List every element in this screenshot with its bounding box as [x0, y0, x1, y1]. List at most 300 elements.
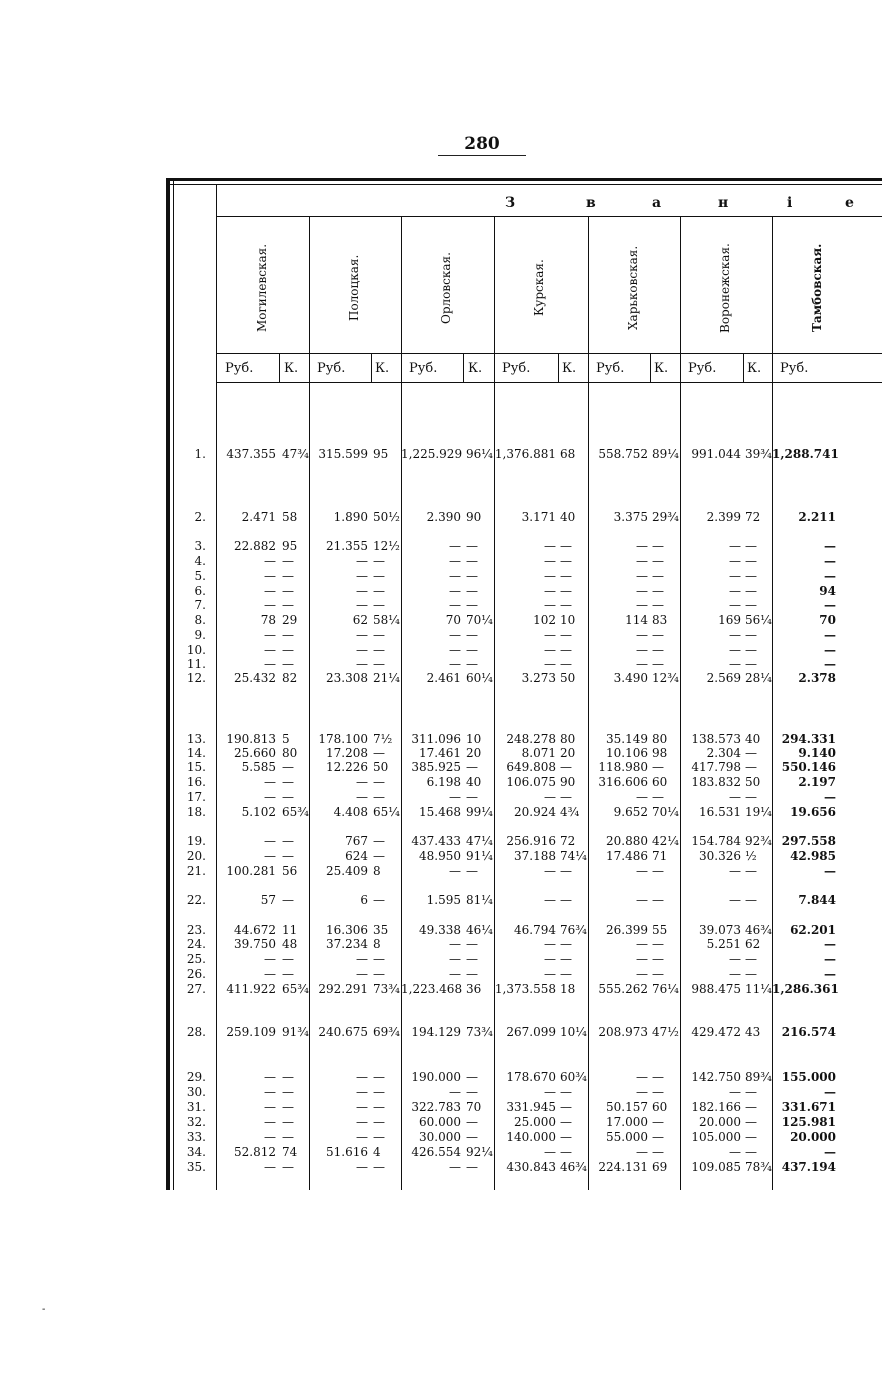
cell-rub: 20.000 — [699, 1115, 741, 1129]
cell-kop: — — [560, 569, 572, 583]
cell-kop: — — [560, 937, 572, 951]
cell-rub: 2.471 — [241, 510, 276, 524]
cell-rub: — — [636, 967, 648, 981]
page-number: 280 — [464, 134, 500, 154]
row-number: 15. — [186, 760, 206, 774]
cell-kop: — — [560, 1100, 572, 1114]
cell-rub: — — [264, 1115, 276, 1129]
cell-kop: — — [652, 598, 664, 612]
row-number: 31. — [186, 1100, 206, 1114]
cell-kop: 70 — [466, 1100, 482, 1114]
row-number: 30. — [186, 1085, 206, 1099]
cell-kop: 92¾ — [745, 834, 772, 848]
cell-rub: 9.140 — [798, 746, 836, 760]
cell-kop: 40 — [560, 510, 576, 524]
cell-kop: — — [745, 584, 757, 598]
cell-rub: — — [636, 598, 648, 612]
row-number: 3. — [194, 539, 206, 553]
cell-kop: ½ — [745, 849, 757, 863]
cell-kop: 80 — [282, 746, 298, 760]
cell-kop: — — [652, 584, 664, 598]
cell-kop: — — [466, 1115, 478, 1129]
cell-rub: 12.226 — [326, 760, 368, 774]
cell-rub: 21.355 — [326, 539, 368, 553]
cell-kop: — — [652, 864, 664, 878]
cell-kop: 8 — [373, 937, 381, 951]
cell-rub: — — [356, 790, 368, 804]
cell-rub: 140.000 — [506, 1130, 556, 1144]
cell-rub: — — [729, 864, 741, 878]
cell-kop: 92¼ — [466, 1145, 493, 1159]
cell-rub: 26.399 — [606, 923, 648, 937]
cell-kop: 60¾ — [560, 1070, 587, 1084]
cell-rub: — — [449, 937, 461, 951]
title-underline — [216, 216, 882, 217]
kopeck-divider — [558, 353, 559, 382]
cell-rub: 35.149 — [606, 732, 648, 746]
cell-rub: — — [264, 1085, 276, 1099]
column-name: Курская. — [532, 259, 546, 317]
cell-kop: — — [745, 760, 757, 774]
cell-rub: 2.569 — [706, 671, 741, 685]
cell-rub: 1.890 — [333, 510, 368, 524]
rub-unit: Руб. — [688, 361, 717, 376]
cell-rub: 94 — [819, 584, 836, 598]
cell-kop: 73¾ — [373, 982, 400, 996]
cell-kop: 42¼ — [652, 834, 679, 848]
cell-kop: 99¼ — [466, 805, 493, 819]
row-number: 21. — [186, 864, 206, 878]
cell-rub: — — [449, 628, 461, 642]
column-border — [772, 216, 773, 1190]
cell-rub: 297.558 — [781, 834, 836, 848]
cell-kop: — — [466, 967, 478, 981]
cell-rub: 22.882 — [234, 539, 276, 553]
stray-mark: - — [42, 1304, 46, 1315]
cell-rub: — — [636, 657, 648, 671]
cell-rub: 430.843 — [506, 1160, 556, 1174]
cell-rub: — — [729, 598, 741, 612]
cell-rub: 70 — [819, 613, 836, 627]
cell-rub: — — [449, 1160, 461, 1174]
cell-rub: 5.585 — [241, 760, 276, 774]
cell-kop: — — [282, 790, 294, 804]
cell-kop: 90 — [560, 775, 576, 789]
cell-rub: 417.798 — [691, 760, 741, 774]
cell-rub: — — [356, 1115, 368, 1129]
cell-rub: 240.675 — [318, 1025, 368, 1039]
cell-rub: — — [544, 628, 556, 642]
top-inner-border — [166, 184, 882, 185]
cell-kop: — — [282, 1115, 294, 1129]
cell-rub: 190.000 — [411, 1070, 461, 1084]
cell-kop: — — [282, 834, 294, 848]
cell-kop: — — [282, 569, 294, 583]
cell-kop: 89¾ — [745, 1070, 772, 1084]
cell-kop: 28¼ — [745, 671, 772, 685]
cell-kop: 47¾ — [282, 447, 309, 461]
cell-kop: — — [560, 598, 572, 612]
cell-kop: — — [373, 893, 385, 907]
cell-rub: 2.304 — [706, 746, 741, 760]
cell-kop: — — [466, 554, 478, 568]
cell-kop: 47½ — [652, 1025, 679, 1039]
row-number: 12. — [186, 671, 206, 685]
cell-rub: 194.129 — [411, 1025, 461, 1039]
cell-rub: — — [824, 657, 836, 671]
cell-kop: — — [745, 1085, 757, 1099]
cell-rub: — — [356, 952, 368, 966]
cell-kop: — — [745, 598, 757, 612]
cell-rub: — — [356, 775, 368, 789]
cell-kop: — — [373, 657, 385, 671]
cell-rub: 190.813 — [226, 732, 276, 746]
cell-rub: 19.656 — [790, 805, 836, 819]
cell-kop: 50 — [745, 775, 761, 789]
cell-rub: — — [449, 657, 461, 671]
cell-rub: 17.461 — [419, 746, 461, 760]
cell-rub: — — [729, 643, 741, 657]
column-border — [588, 216, 589, 1190]
cell-kop: 20 — [560, 746, 576, 760]
cell-rub: 17.208 — [326, 746, 368, 760]
cell-rub: — — [264, 1070, 276, 1084]
cell-rub: 437.355 — [226, 447, 276, 461]
cell-rub: 100.281 — [226, 864, 276, 878]
cell-kop: 68 — [560, 447, 576, 461]
cell-kop: 11¼ — [745, 982, 772, 996]
cell-rub: — — [264, 790, 276, 804]
cell-rub: — — [729, 952, 741, 966]
cell-rub: — — [824, 554, 836, 568]
cell-kop: 65¾ — [282, 805, 309, 819]
cell-rub: — — [636, 643, 648, 657]
cell-rub: — — [356, 967, 368, 981]
cell-rub: — — [636, 1070, 648, 1084]
cell-kop: — — [466, 864, 478, 878]
cell-rub: — — [824, 569, 836, 583]
cell-kop: 46¼ — [466, 923, 493, 937]
cell-rub: 294.331 — [781, 732, 836, 746]
cell-rub: 17.000 — [606, 1115, 648, 1129]
cell-rub: 39.750 — [234, 937, 276, 951]
column-name: Орловская. — [439, 252, 453, 324]
cell-kop: 50 — [560, 671, 576, 685]
cell-kop: 91¾ — [282, 1025, 309, 1039]
cell-kop: — — [560, 1115, 572, 1129]
cell-kop: — — [745, 746, 757, 760]
cell-rub: — — [729, 1085, 741, 1099]
cell-rub: 55.000 — [606, 1130, 648, 1144]
cell-kop: — — [745, 952, 757, 966]
cell-rub: 5.102 — [241, 805, 276, 819]
cell-rub: — — [544, 657, 556, 671]
cell-kop: — — [373, 598, 385, 612]
cell-kop: 43 — [745, 1025, 761, 1039]
cell-kop: — — [282, 598, 294, 612]
cell-rub: — — [824, 864, 836, 878]
cell-kop: — — [560, 1085, 572, 1099]
cell-rub: 178.100 — [318, 732, 368, 746]
cell-kop: — — [560, 864, 572, 878]
row-number: 10. — [186, 643, 206, 657]
cell-kop: 74¼ — [560, 849, 587, 863]
cell-kop: — — [745, 967, 757, 981]
cell-kop: 21¼ — [373, 671, 400, 685]
cell-kop: — — [745, 1100, 757, 1114]
row-number: 28. — [186, 1025, 206, 1039]
cell-rub: — — [356, 1085, 368, 1099]
cell-kop: 65¾ — [282, 982, 309, 996]
cell-rub: — — [356, 1130, 368, 1144]
cell-kop: 70¼ — [652, 805, 679, 819]
cell-kop: — — [745, 554, 757, 568]
cell-rub: 429.472 — [691, 1025, 741, 1039]
cell-kop: — — [282, 952, 294, 966]
row-number: 35. — [186, 1160, 206, 1174]
cell-rub: — — [449, 643, 461, 657]
left-inner-border — [173, 178, 174, 1190]
cell-kop: — — [282, 1070, 294, 1084]
cell-kop: 12½ — [373, 539, 400, 553]
cell-kop: 76¾ — [560, 923, 587, 937]
cell-rub: — — [544, 554, 556, 568]
cell-rub: 767 — [345, 834, 368, 848]
cell-rub: 316.606 — [598, 775, 648, 789]
cell-rub: 292.291 — [318, 982, 368, 996]
cell-kop: — — [652, 1070, 664, 1084]
cell-rub: 6 — [360, 893, 368, 907]
title-letter: н — [718, 195, 729, 211]
cell-rub: — — [636, 952, 648, 966]
cell-rub: — — [356, 569, 368, 583]
cell-rub: — — [449, 569, 461, 583]
cell-rub: — — [729, 539, 741, 553]
cell-rub: 50.157 — [606, 1100, 648, 1114]
cell-kop: — — [560, 539, 572, 553]
cell-kop: — — [282, 967, 294, 981]
row-number: 14. — [186, 746, 206, 760]
cell-rub: — — [636, 628, 648, 642]
rub-unit: Руб. — [409, 361, 438, 376]
cell-rub: 60.000 — [419, 1115, 461, 1129]
cell-kop: — — [652, 790, 664, 804]
cell-kop: 4¾ — [560, 805, 580, 819]
cell-kop: 35 — [373, 923, 389, 937]
cell-rub: — — [264, 1130, 276, 1144]
cell-kop: — — [652, 1085, 664, 1099]
cell-kop: 70¼ — [466, 613, 493, 627]
cell-rub: — — [544, 1085, 556, 1099]
kop-unit: К. — [562, 361, 577, 376]
cell-rub: 142.750 — [691, 1070, 741, 1084]
cell-kop: 60 — [652, 1100, 668, 1114]
cell-kop: — — [466, 1130, 478, 1144]
cell-kop: 62 — [745, 937, 761, 951]
cell-rub: — — [449, 598, 461, 612]
row-number: 26. — [186, 967, 206, 981]
rub-unit: Руб. — [780, 361, 809, 376]
cell-rub: — — [356, 554, 368, 568]
kopeck-divider — [279, 353, 280, 382]
cell-rub: 988.475 — [691, 982, 741, 996]
cell-rub: 30.326 — [699, 849, 741, 863]
row-number: 19. — [186, 834, 206, 848]
cell-rub: — — [544, 1145, 556, 1159]
cell-rub: 39.073 — [699, 923, 741, 937]
cell-rub: 37.188 — [514, 849, 556, 863]
cell-rub: — — [449, 554, 461, 568]
cell-kop: — — [652, 1145, 664, 1159]
cell-rub: 3.375 — [613, 510, 648, 524]
cell-kop: — — [560, 967, 572, 981]
cell-kop: — — [282, 1085, 294, 1099]
cell-rub: — — [356, 1100, 368, 1114]
cell-rub: 426.554 — [411, 1145, 461, 1159]
cell-rub: — — [636, 893, 648, 907]
cell-rub: — — [636, 1145, 648, 1159]
cell-kop: 7½ — [373, 732, 393, 746]
cell-kop: 95 — [373, 447, 389, 461]
cell-rub: — — [824, 952, 836, 966]
units-underline — [216, 382, 882, 383]
cell-kop: — — [745, 1115, 757, 1129]
cell-kop: 29 — [282, 613, 298, 627]
cell-rub: — — [264, 967, 276, 981]
cell-kop: — — [373, 967, 385, 981]
cell-kop: 36 — [466, 982, 482, 996]
cell-rub: — — [264, 775, 276, 789]
title-letter: в — [586, 195, 596, 211]
cell-rub: 25.000 — [514, 1115, 556, 1129]
cell-rub: 2.390 — [426, 510, 461, 524]
cell-kop: — — [373, 849, 385, 863]
cell-rub: — — [824, 967, 836, 981]
cell-kop: — — [282, 1100, 294, 1114]
cell-rub: — — [264, 554, 276, 568]
cell-rub: 20.924 — [514, 805, 556, 819]
kop-unit: К. — [654, 361, 669, 376]
cell-rub: — — [824, 790, 836, 804]
cell-kop: 47¼ — [466, 834, 493, 848]
row-number: 22. — [186, 893, 206, 907]
cell-rub: 105.000 — [691, 1130, 741, 1144]
cell-rub: — — [636, 554, 648, 568]
title-letter: і — [787, 195, 793, 211]
kopeck-divider — [371, 353, 372, 382]
cell-rub: 57 — [260, 893, 276, 907]
row-number: 20. — [186, 849, 206, 863]
cell-kop: — — [652, 1130, 664, 1144]
cell-rub: 16.531 — [699, 805, 741, 819]
rub-unit: Руб. — [317, 361, 346, 376]
cell-kop: — — [745, 569, 757, 583]
cell-kop: 58¼ — [373, 613, 400, 627]
cell-rub: 183.832 — [691, 775, 741, 789]
cell-kop: — — [652, 1115, 664, 1129]
cell-rub: — — [449, 584, 461, 598]
cell-rub: 437.433 — [411, 834, 461, 848]
cell-rub: 256.916 — [506, 834, 556, 848]
cell-rub: — — [356, 584, 368, 598]
cell-rub: 1,376.881 — [494, 447, 556, 461]
cell-rub: — — [264, 834, 276, 848]
page-number-rule — [438, 155, 526, 156]
row-number: 4. — [194, 554, 206, 568]
cell-rub: 25.432 — [234, 671, 276, 685]
cell-kop: — — [560, 952, 572, 966]
row-number: 8. — [194, 613, 206, 627]
cell-kop: 82 — [282, 671, 298, 685]
cell-rub: 62.201 — [790, 923, 836, 937]
kop-unit: К. — [375, 361, 390, 376]
cell-rub: — — [356, 1070, 368, 1084]
cell-kop: 83 — [652, 613, 668, 627]
cell-rub: 1,286.361 — [772, 982, 839, 996]
cell-kop: — — [652, 569, 664, 583]
cell-rub: 52.812 — [234, 1145, 276, 1159]
row-number: 7. — [194, 598, 206, 612]
cell-rub: — — [636, 569, 648, 583]
rownum-column-border — [216, 184, 217, 1190]
column-name: Могилевская. — [255, 243, 269, 333]
row-number: 2. — [194, 510, 206, 524]
cell-rub: — — [449, 1085, 461, 1099]
cell-rub: 109.085 — [691, 1160, 741, 1174]
cell-kop: — — [466, 539, 478, 553]
cell-rub: — — [544, 952, 556, 966]
cell-kop: 56 — [282, 864, 298, 878]
cell-rub: 1,225.929 — [401, 447, 463, 461]
cell-kop: 71 — [652, 849, 668, 863]
cell-rub: 20.880 — [606, 834, 648, 848]
cell-kop: — — [466, 1070, 478, 1084]
cell-kop: 89¼ — [652, 447, 679, 461]
cell-kop: — — [282, 643, 294, 657]
cell-kop: 72 — [560, 834, 576, 848]
cell-kop: — — [373, 643, 385, 657]
row-number: 32. — [186, 1115, 206, 1129]
cell-kop: 90 — [466, 510, 482, 524]
cell-kop: 72 — [745, 510, 761, 524]
cell-kop: — — [652, 554, 664, 568]
cell-kop: — — [373, 1085, 385, 1099]
cell-rub: 102 — [533, 613, 556, 627]
cell-rub: 322.783 — [411, 1100, 461, 1114]
cell-rub: — — [264, 598, 276, 612]
cell-rub: — — [544, 790, 556, 804]
row-number: 27. — [186, 982, 206, 996]
cell-rub: 15.468 — [419, 805, 461, 819]
cell-rub: — — [544, 864, 556, 878]
cell-rub: — — [264, 952, 276, 966]
cell-rub: 78 — [260, 613, 276, 627]
cell-kop: 69 — [652, 1160, 668, 1174]
cell-kop: — — [373, 1115, 385, 1129]
cell-rub: 138.573 — [691, 732, 741, 746]
cell-rub: — — [636, 1085, 648, 1099]
cell-rub: 2.378 — [798, 671, 836, 685]
cell-kop: — — [373, 1160, 385, 1174]
cell-kop: 95 — [282, 539, 298, 553]
row-number: 11. — [186, 657, 206, 671]
row-number: 5. — [194, 569, 206, 583]
title-letter: а — [652, 195, 662, 211]
row-number: 33. — [186, 1130, 206, 1144]
kopeck-divider — [650, 353, 651, 382]
cell-kop: 40 — [745, 732, 761, 746]
cell-kop: — — [652, 937, 664, 951]
